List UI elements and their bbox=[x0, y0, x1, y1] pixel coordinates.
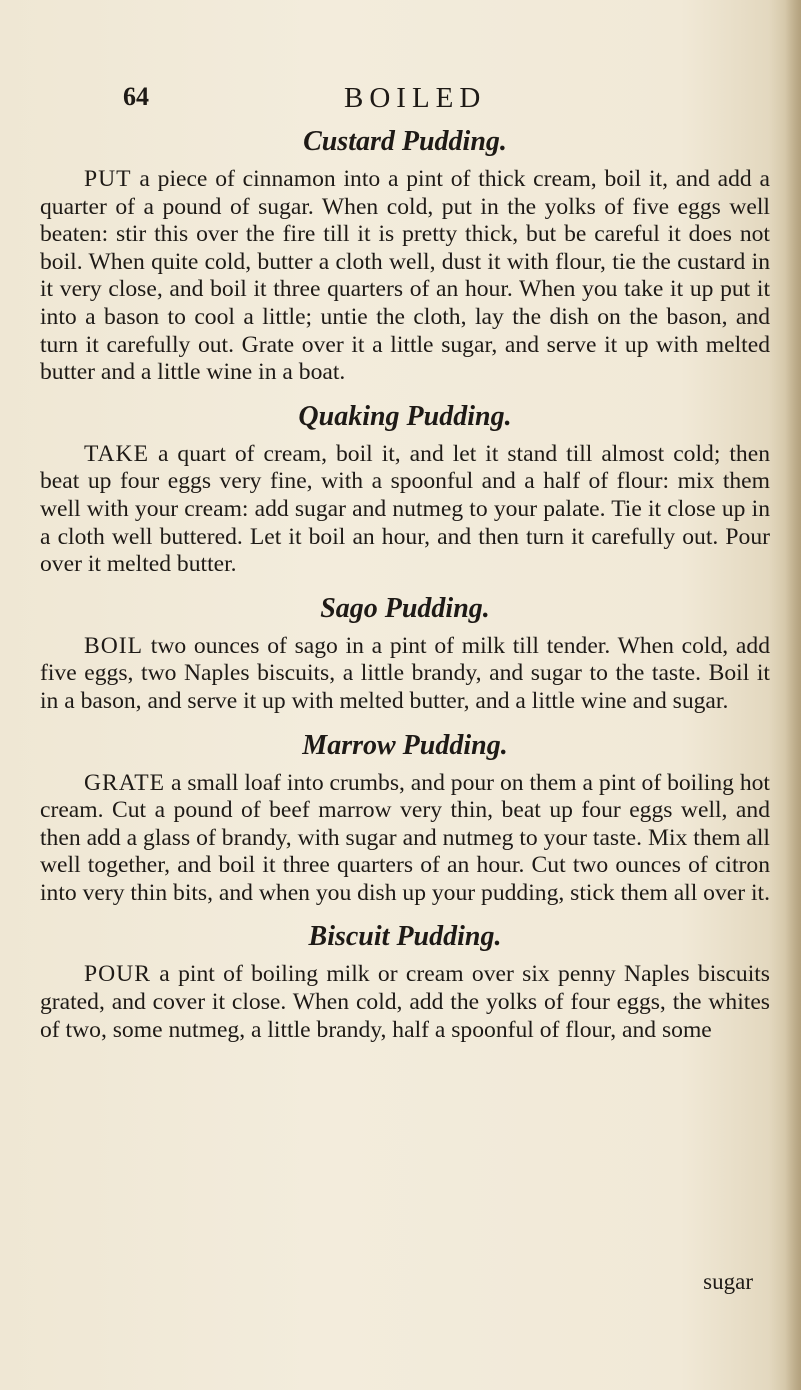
recipe-text: a piece of cinnamon into a pint of thick cream, boil it, and add a quarter of a pound of sugar. When cold, put in the yolks of five eggs well beaten: stir this over the fire till it is pretty thick, but be careful it does not boil. When quite cold, butter a cloth well, dust it with flour, tie the custard in it very close, and boil it three quarters of an hour. When you take it up put it into a bason to cool a little; untie the cloth, lay the dish on the bason, and turn it carefully out. Grate over it a little sugar, and serve it up with melted butter and a little wine in a boat. bbox=[40, 166, 770, 386]
recipe-body bbox=[40, 961, 770, 1044]
running-head: BOILED bbox=[344, 82, 487, 114]
recipe-custard-pudding bbox=[40, 124, 770, 387]
recipe-body bbox=[40, 633, 770, 716]
recipe-text: a pint of boiling milk or cream over six penny Naples biscuits grated, and cover it close. When cold, add the yolks of four eggs, the whites of two, some nutmeg, a little brandy, half a spoonful of flour, and some bbox=[40, 961, 770, 1043]
recipe-body bbox=[40, 770, 770, 908]
recipe-text: a quart of cream, boil it, and let it stand till almost cold; then beat up four eggs very fine, with a spoonful and a half of flour: mix them well with your cream: add sugar and nutmeg to your palate. Tie it close up in a cloth well buttered. Let it boil an hour, and then turn it carefully out. Pour over it melted butter. bbox=[40, 440, 770, 578]
recipe-sago-pudding bbox=[40, 591, 770, 716]
page-content bbox=[40, 124, 770, 1056]
recipe-quaking-pudding bbox=[40, 399, 770, 579]
recipe-lead-word: GRATE bbox=[84, 769, 166, 796]
recipe-body bbox=[40, 441, 770, 579]
recipe-lead-word: TAKE bbox=[84, 440, 150, 467]
recipe-text: two ounces of sago in a pint of milk till tender. When cold, add five eggs, two Naples biscuits, a little brandy, and sugar to the taste. Boil it in a bason, and serve it up with melted butter, and a little wine and sugar. bbox=[40, 632, 770, 714]
page-header bbox=[0, 82, 801, 122]
recipe-text: a small loaf into crumbs, and pour on them a pint of boiling hot cream. Cut a pound of beef marrow very thin, beat up four eggs well, and then add a glass of brandy, with sugar and nutmeg to your taste. Mix them all well together, and boil it three quarters of an hour. Cut two ounces of citron into very thin bits, and when you dish up your pudding, stick them all over it. bbox=[40, 769, 771, 906]
recipe-title: Custard Pudding. bbox=[303, 126, 507, 157]
recipe-title: Marrow Pudding. bbox=[302, 729, 508, 761]
page-number: 64 bbox=[123, 82, 149, 111]
recipe-marrow-pudding bbox=[40, 728, 770, 908]
recipe-title: Biscuit Pudding. bbox=[308, 921, 502, 953]
page-edge-shadow bbox=[785, 0, 801, 1390]
recipe-title: Sago Pudding. bbox=[320, 592, 490, 624]
recipe-title: Quaking Pudding. bbox=[298, 400, 512, 432]
recipe-body bbox=[40, 166, 770, 387]
recipe-lead-word: BOIL bbox=[84, 632, 144, 659]
recipe-lead-word: POUR bbox=[84, 961, 151, 988]
recipe-biscuit-pudding bbox=[40, 919, 770, 1044]
catchword: sugar bbox=[703, 1269, 753, 1294]
recipe-lead-word: PUT bbox=[84, 166, 132, 192]
